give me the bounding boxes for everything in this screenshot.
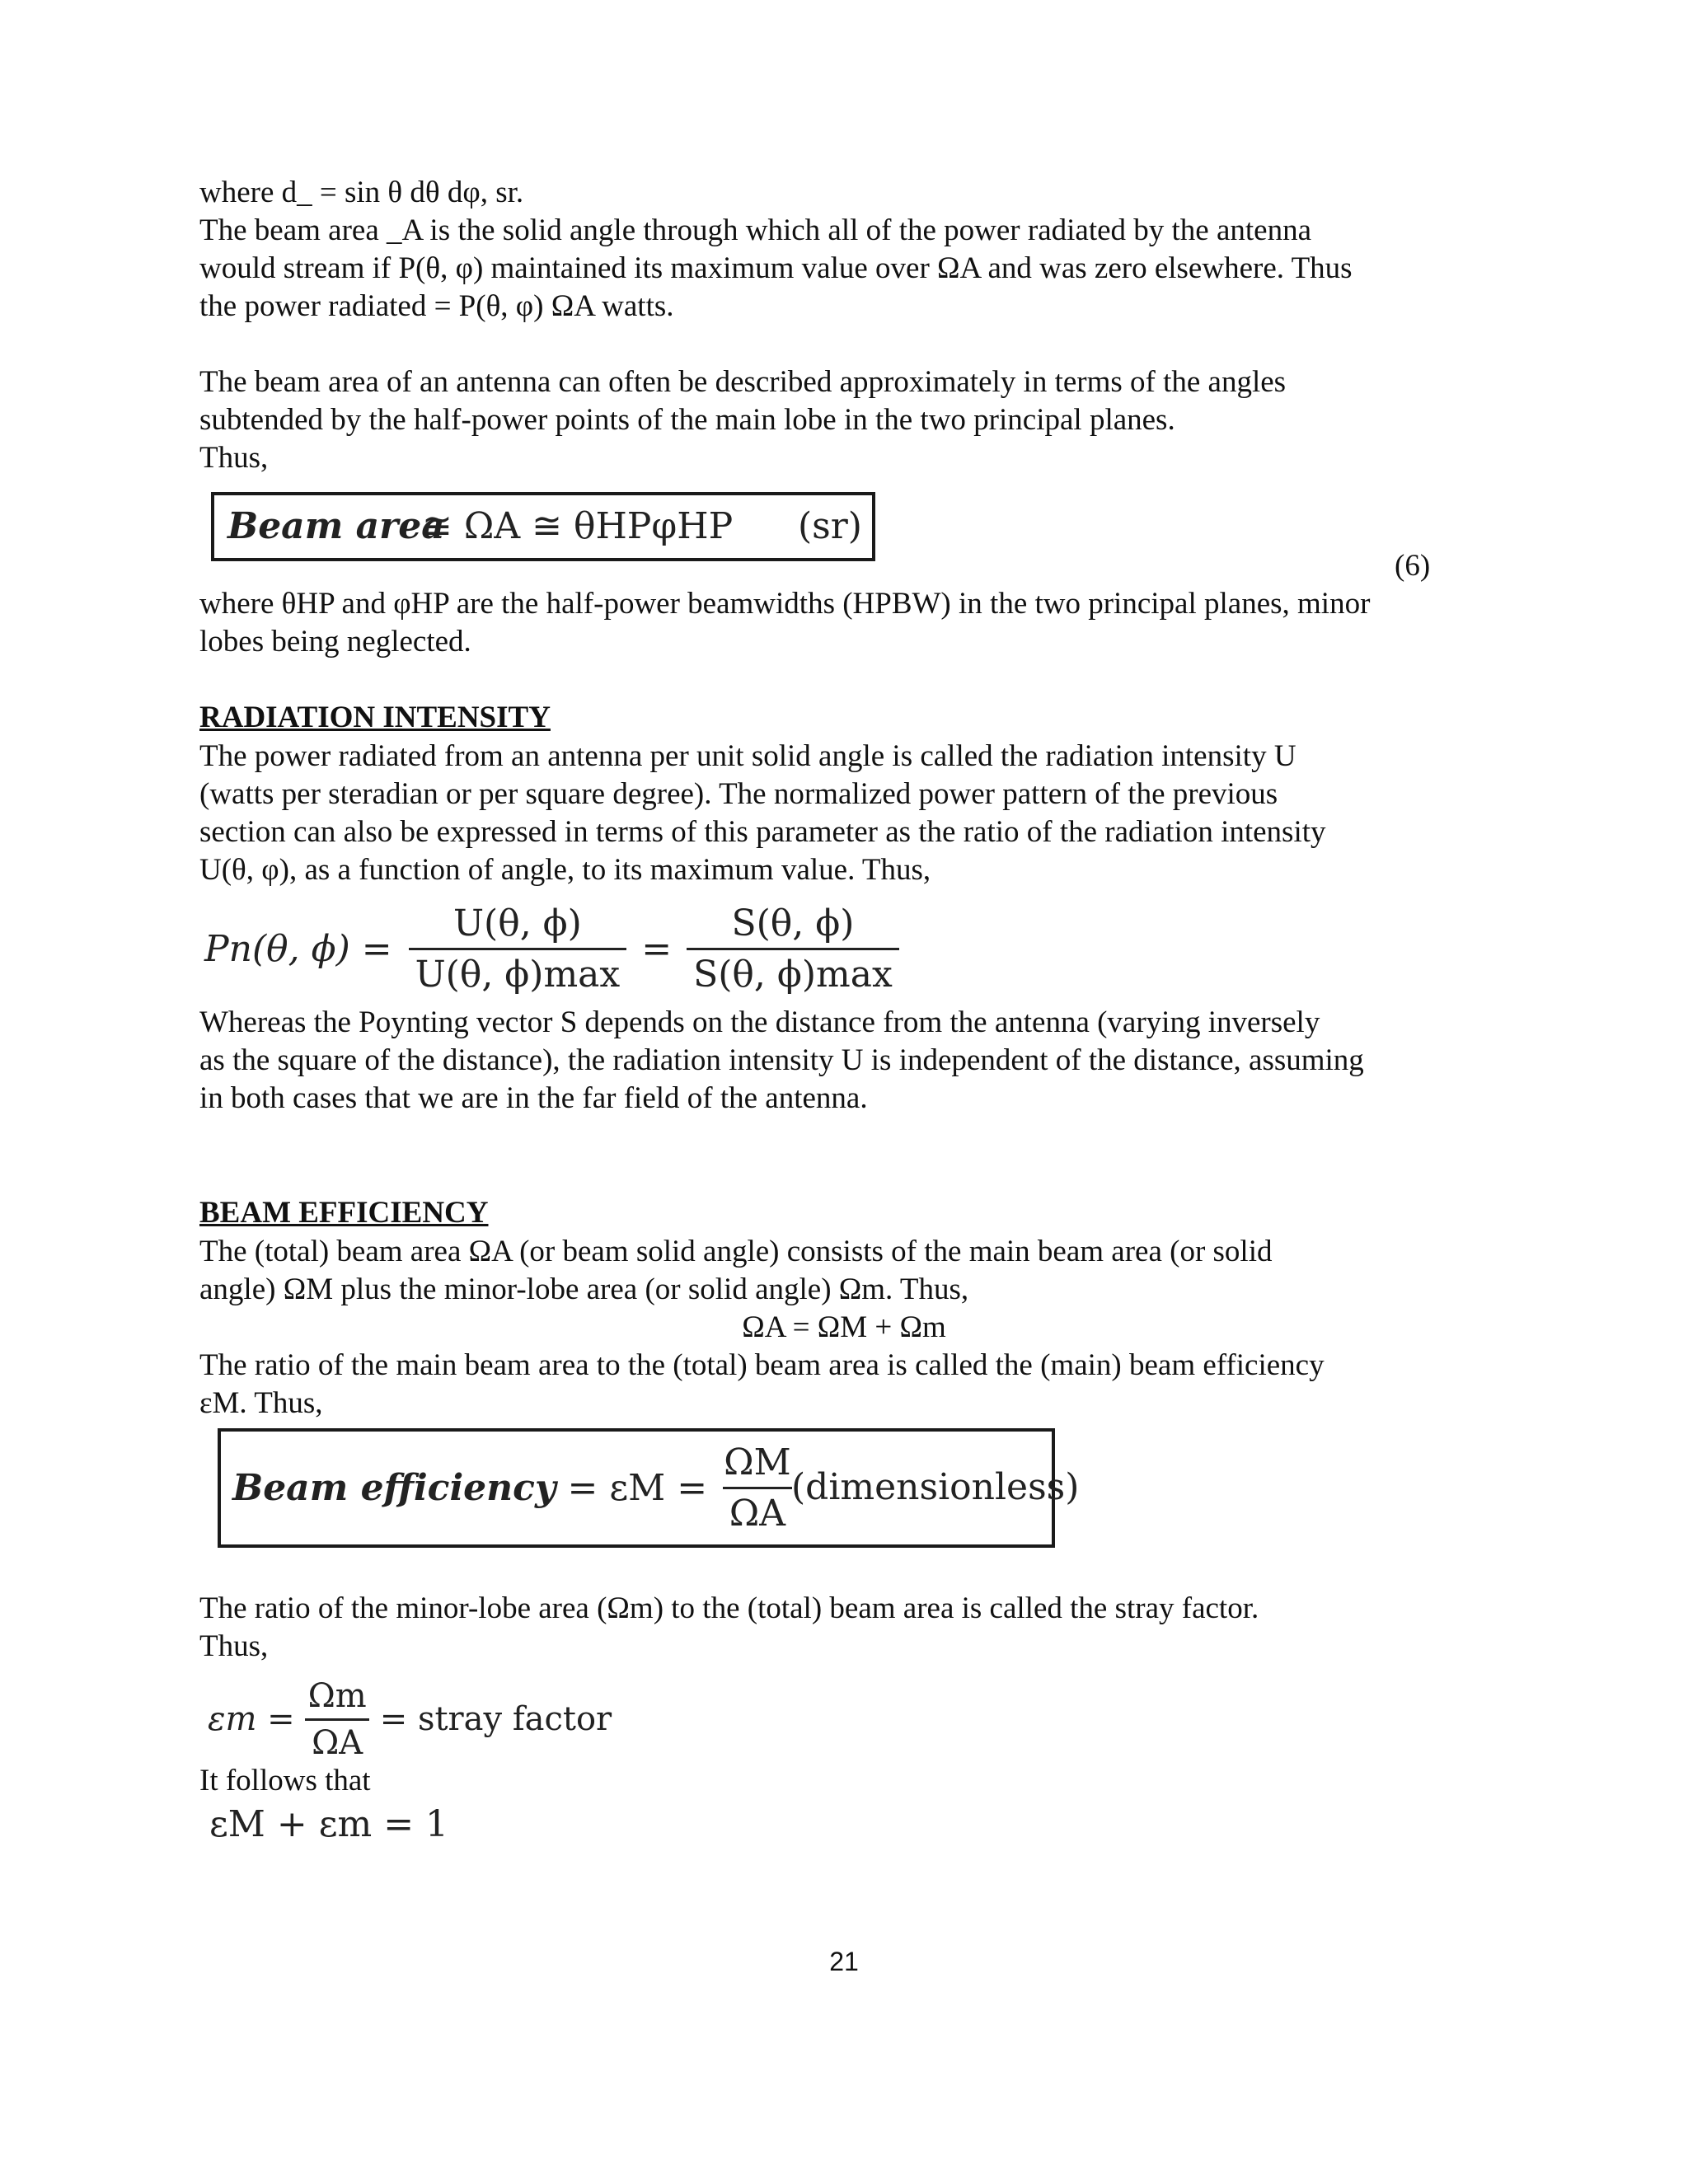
ri-line-4: U(θ, φ), as a function of angle, to its maximum value. Thus, xyxy=(199,853,931,887)
beam-area-line-3: Thus, xyxy=(199,441,269,475)
beam-efficiency-lhs: Beam efficiency xyxy=(232,1467,556,1509)
pn-lhs: Pn(θ, ϕ) = xyxy=(204,927,392,970)
ri-after-line-3: in both cases that we are in the far field of the antenna. xyxy=(199,1081,868,1115)
stray-fraction xyxy=(302,1677,373,1762)
intensity-fraction xyxy=(409,902,627,996)
page-number: 21 xyxy=(829,1947,859,1976)
stray-rhs: = stray factor xyxy=(379,1700,612,1738)
follows-line: It follows that xyxy=(199,1764,371,1797)
beam-efficiency-mid: = εM = xyxy=(567,1467,708,1509)
intensity-denominator: U(θ, ϕ)max xyxy=(409,948,627,996)
ri-after-line-2: as the square of the distance), the radiation intensity U is independent of the distance, assuming xyxy=(199,1043,1364,1077)
stray-denominator: ΩA xyxy=(305,1718,369,1762)
be-line-3: The ratio of the main beam area to the (total) beam area is called the (main) beam efficiency xyxy=(199,1348,1325,1382)
beam-area-equation-unit: (sr) xyxy=(798,505,862,547)
beam-efficiency-equation-box xyxy=(218,1428,1080,1548)
beam-efficiency-unit: (dimensionless) xyxy=(791,1466,1080,1508)
beam-area-sum-equation: ΩA = ΩM + Ωm xyxy=(742,1310,946,1344)
poynting-numerator: S(θ, ϕ) xyxy=(731,902,855,944)
be-line-2: angle) ΩM plus the minor-lobe area (or solid angle) Ωm. Thus, xyxy=(199,1272,969,1306)
beam-area-equation-lhs: Beam area xyxy=(227,505,445,547)
ri-after-line-1: Whereas the Poynting vector S depends on the distance from the antenna (varying inversely xyxy=(199,1005,1320,1039)
efficiency-sum-equation: εM + εm = 1 xyxy=(209,1803,449,1845)
stray-line-2: Thus, xyxy=(199,1629,269,1663)
normalized-pattern-equation xyxy=(204,895,906,1002)
beam-efficiency-heading: BEAM EFFICIENCY xyxy=(199,1196,489,1230)
equation-number: (6) xyxy=(1395,549,1431,583)
intensity-numerator: U(θ, ϕ) xyxy=(452,902,582,944)
poynting-fraction xyxy=(687,902,899,996)
ri-line-2: (watts per steradian or per square degree). The normalized power pattern of the previous xyxy=(199,777,1278,811)
stray-lhs: εm = xyxy=(208,1700,295,1738)
hpbw-line-2: lobes being neglected. xyxy=(199,625,471,658)
ri-line-1: The power radiated from an antenna per unit solid angle is called the radiation intensity U xyxy=(199,739,1296,773)
beam-area-line-2: subtended by the half-power points of the main lobe in the two principal planes. xyxy=(199,403,1175,437)
intro-line-1: where d_ = sin θ dθ dφ, sr. xyxy=(199,176,524,209)
beam-efficiency-equation xyxy=(232,1432,804,1544)
beam-efficiency-numerator: ΩM xyxy=(724,1441,791,1483)
beam-area-equation-rhs: ≅ ΩA ≅ θHPφHP xyxy=(422,505,734,547)
beam-area-line-1: The beam area of an antenna can often be described approximately in terms of the angles xyxy=(199,365,1287,399)
intro-line-3: would stream if P(θ, φ) maintained its maximum value over ΩA and was zero elsewhere. Thus xyxy=(199,251,1353,285)
intro-line-4: the power radiated = P(θ, φ) ΩA watts. xyxy=(199,289,674,323)
equals-sign: = xyxy=(641,927,673,970)
radiation-intensity-heading: RADIATION INTENSITY xyxy=(199,701,551,734)
be-line-1: The (total) beam area ΩA (or beam solid angle) consists of the main beam area (or solid xyxy=(199,1235,1273,1268)
hpbw-line-1: where θHP and φHP are the half-power beamwidths (HPBW) in the two principal planes, minor xyxy=(199,587,1371,621)
poynting-denominator: S(θ, ϕ)max xyxy=(687,948,899,996)
stray-numerator: Ωm xyxy=(307,1676,367,1715)
be-line-4: εM. Thus, xyxy=(199,1386,323,1420)
ri-line-3: section can also be expressed in terms of this parameter as the ratio of the radiation intensity xyxy=(199,815,1326,849)
stray-factor-equation xyxy=(208,1670,612,1769)
beam-area-equation-box xyxy=(211,492,875,561)
intro-line-2: The beam area _A is the solid angle through which all of the power radiated by the antenna xyxy=(199,213,1312,247)
beam-efficiency-fraction xyxy=(717,1441,798,1535)
stray-line-1: The ratio of the minor-lobe area (Ωm) to the (total) beam area is called the stray factor. xyxy=(199,1591,1259,1625)
beam-efficiency-denominator: ΩA xyxy=(723,1487,792,1535)
